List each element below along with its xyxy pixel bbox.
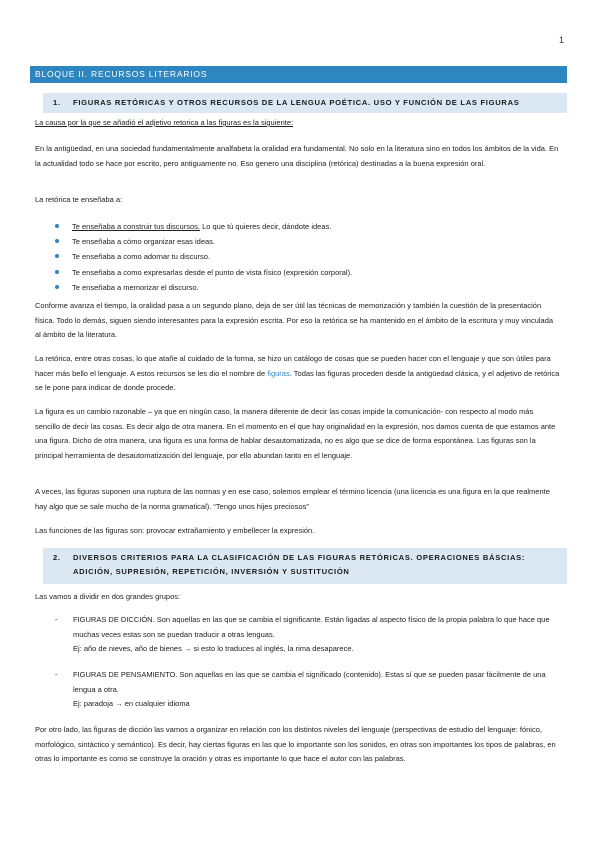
bullet-icon xyxy=(55,254,59,258)
page-number: 1 xyxy=(558,35,564,45)
list-item xyxy=(55,613,560,657)
bullet-icon xyxy=(55,224,59,228)
cause-heading: La causa por la que se añadió el adjetivo retorica a las figuras es la siguiente: xyxy=(35,118,294,127)
block-title: BLOQUE II. RECURSOS LITERARIOS xyxy=(30,66,567,83)
section-1-heading xyxy=(43,93,567,113)
paragraph-functions: Las funciones de las figuras son: provocar extrañamiento y embellecer la expresión. xyxy=(35,526,315,535)
list-item xyxy=(55,249,555,264)
bullet-text: Te enseñaba a memorizar el discurso. xyxy=(72,282,199,292)
bullet-text: Te enseñaba a como expresarlas desde el punto de vista físico (expresión corporal). xyxy=(72,267,353,277)
section-2-number: 2. xyxy=(53,553,61,562)
section-2-heading xyxy=(43,548,567,584)
bullet-text: Lo que tú quieres decir, dándote ideas. xyxy=(199,222,332,231)
bullet-icon xyxy=(55,270,59,274)
section-2-title-line-1: DIVERSOS CRITERIOS PARA LA CLASIFICACIÓN DE LAS FIGURAS RETÓRICAS. OPERACIONES BÁSCIAS: xyxy=(73,553,526,562)
bullet-text: Te enseñaba a cómo organizar esas ideas. xyxy=(72,237,216,247)
paragraph-figure-definition: La figura es un cambio razonable – ya que en ningún caso, la manera diferente de decir las cosas impide la comunicación- con respecto al modo más sencillo de decir las cosas. Es decir algo de otra manera. En el momento en el que hay originalidad en la expresión, nos damos cuenta de que estamos ante una figura. Dicho de otra manera, una figura es una forma de hablar desautomatizada, no es algo que se dice de forma espontánea. Las figuras son la principal herramienta de desautomatización del lenguaje, por ello abundan tanto en el lenguaje. xyxy=(35,407,556,460)
catalog-text-before: La retórica, entre otras cosas, lo que atañe al cuidado de la forma, se hizo un catálogo de cosas que se pueden hacer con el lenguaje y que son útiles para hacer más bello el lenguaje. A estos recursos se les dio el nombre de xyxy=(35,354,551,378)
rhetoric-bullet-list xyxy=(55,219,555,295)
bullet-icon xyxy=(55,285,59,289)
section-2-line-1 xyxy=(53,551,561,565)
thought-figures-text: FIGURAS DE PENSAMIENTO. Son aquellas en las que se cambia el significado (contenido). Estas sí que se pueden pasar fácilmente de una lengua a otra. xyxy=(73,670,546,694)
dash-marker: - xyxy=(55,615,58,624)
paragraph-levels: Por otro lado, las figuras de dicción las vamos a organizar en relación con los distintos niveles del lenguaje (perspectivas de estudio del lenguaje: fónico, morfológico, sintáctico y semántico). Es decir, hay ciertas figuras en las que lo importante son los sonidos, en otras son importantes los tipos de palabras, en otras lo importante es como se construye la oración y otras es importante lo que hace el autor con las palabras. xyxy=(35,725,556,764)
list-item xyxy=(55,668,560,712)
paragraph-catalog xyxy=(35,352,560,396)
paragraph-antiquity: En la antigüedad, en una sociedad fundamentalmente analfabeta la oralidad era fundamental. No solo en la literatura sino en todos los ámbitos de la vida. En la actualidad todo se hace por escrito, pero antiguamente no. Eso genero una disciplina (retórica) destinadas a la buena expresión oral. xyxy=(35,144,559,168)
thought-figures-example: Ej: paradoja → en cualquier idioma xyxy=(73,699,190,709)
list-item xyxy=(55,219,555,234)
paragraph-rhetoric-taught: La retórica te enseñaba a: xyxy=(35,195,123,204)
list-item xyxy=(55,280,555,295)
figuras-highlight: figuras xyxy=(267,368,290,378)
list-item xyxy=(55,234,555,249)
diction-figures-text: FIGURAS DE DICCIÓN. Son aquellas en las que se cambia el significante. Están ligadas al aspecto físico de la propia palabra lo que hace que muchas veces estas son se puedan traducir a otras lenguas. xyxy=(73,615,550,639)
paragraph-license: A veces, las figuras suponen una ruptura de las normas y en ese caso, solemos emplear el término licencia (una licencia es una figura en la que realmente hay algo que se sale mucho de la norma gramatical). “Tengo unos hijes preciosos” xyxy=(35,487,550,511)
diction-figures-example: Ej: año de nieves, año de bienes → si esto lo traduces al inglés, la rima desaparece. xyxy=(73,644,354,654)
paragraph-groups: Las vamos a dividir en dos grandes grupos: xyxy=(35,592,181,601)
section-2-title-line-2: ADICIÓN, SUPRESIÓN, REPETICIÓN, INVERSIÓN Y SUSTITUCIÓN xyxy=(73,567,350,576)
figure-groups-list-2 xyxy=(55,668,560,712)
section-1-title: FIGURAS RETÓRICAS Y OTROS RECURSOS DE LA LENGUA POÉTICA. USO Y FUNCIÓN DE LAS FIGURAS xyxy=(73,98,520,107)
catalog-text-after: . Todas las figuras proceden desde la antigüedad clásica, y el adjetivo de retórica se le pone para indicar de donde procede. xyxy=(35,368,560,393)
figure-groups-list xyxy=(55,613,560,657)
section-1-number: 1. xyxy=(53,98,61,107)
bullet-icon xyxy=(55,239,59,243)
bullet-text: Te enseñaba a como adornar tu discurso. xyxy=(72,252,210,262)
list-item xyxy=(55,265,555,280)
bullet-underlined: Te enseñaba a construir tus discursos. xyxy=(72,222,200,231)
dash-marker: - xyxy=(55,670,58,679)
paragraph-orality: Conforme avanza el tiempo, la oralidad pasa a un segundo plano, deja de ser útil las técnicas de memorización y también la cuestión de la presentación física. Todo lo demás, siguen siendo interesantes para la expresión escrita. Por eso la retórica se ha mantenido en el ámbito de la escritura y muy vinculada al ámbito de la literatura. xyxy=(35,301,554,340)
